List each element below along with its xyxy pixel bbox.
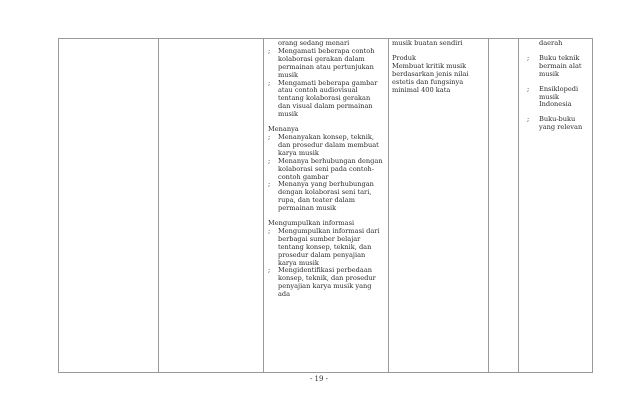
- list-item: [527, 55, 589, 79]
- bullet-marker: ;: [268, 266, 271, 275]
- bullet-marker: ;: [527, 115, 530, 124]
- list-item-text: Mengidentifikasi perbedaan konsep, teknik, dan prosedur penyajian karya musik yang ada: [278, 266, 376, 299]
- list-item-text: Buku-buku yang relevan: [539, 115, 583, 132]
- bullet-marker: ;: [268, 156, 271, 165]
- list-item: [268, 48, 384, 80]
- table-column-border: [263, 38, 264, 373]
- list-item: [268, 181, 384, 213]
- list-item-text: Buku teknik bermain alat musik: [539, 53, 582, 78]
- section-heading-collect: Mengumpulkan informasi: [268, 219, 355, 228]
- product-description: Membuat kritik musik berdasarkan jenis nilai estetis dan fungsinya minimal 400 kata: [392, 61, 469, 94]
- bullet-marker: ;: [268, 226, 271, 235]
- bullet-marker: ;: [268, 132, 271, 141]
- assessment-cell: [392, 40, 484, 94]
- list-item-text: Menanya berhubungan dengan kolaborasi seni pada contoh-contoh gambar: [278, 156, 383, 181]
- table-column-border: [388, 38, 389, 373]
- list-item-text: Mengamati beberapa contoh kolaborasi gerakan dalam permainan atau pertunjukan musik: [278, 46, 375, 79]
- bullet-marker: ;: [268, 46, 271, 55]
- table-column-border: [518, 38, 519, 373]
- list-item: [268, 134, 384, 158]
- list-item: [268, 158, 384, 182]
- page-number: - 19 -: [309, 375, 329, 383]
- table-column-border: [592, 38, 593, 373]
- learning-activities-cell: [268, 40, 384, 299]
- list-item: [268, 228, 384, 268]
- bullet-marker: ;: [527, 84, 530, 93]
- source-continuation-text: daerah: [539, 39, 563, 47]
- bullet-marker: ;: [527, 53, 530, 62]
- list-item: [268, 267, 384, 299]
- section-heading-ask: Menanya: [268, 125, 299, 134]
- list-item-text: Menanyakan konsep, teknik, dan prosedur dalam membuat karya musik: [278, 132, 379, 157]
- table-column-border: [158, 38, 159, 373]
- table-bottom-border: [58, 372, 592, 373]
- table-column-border: [58, 38, 59, 373]
- assessment-text: musik buatan sendiri: [392, 39, 463, 47]
- list-item: [268, 80, 384, 120]
- bullet-marker: ;: [268, 180, 271, 189]
- product-label: Produk: [392, 53, 417, 62]
- list-item: [527, 86, 589, 110]
- table-column-border: [488, 38, 489, 373]
- list-item-text: Ensiklopedi musik Indonesia: [539, 84, 579, 109]
- activity-continuation-text: orang sedang menari: [278, 39, 350, 47]
- list-item: [527, 116, 589, 132]
- learning-sources-cell: [527, 40, 589, 132]
- list-item-text: Mengamati beberapa gambar atau contoh audiovisual tentang kolaborasi gerakan dan visual dalam permainan musik: [278, 78, 378, 119]
- bullet-marker: ;: [268, 78, 271, 87]
- list-item-text: Mengumpulkan informasi dari berbagai sumber belajar tentang konsep, teknik, dan prosedur dalam penyajian karya musik: [278, 226, 380, 267]
- list-item-text: Menanya yang berhubungan dengan kolaborasi seni tari, rupa, dan teater dalam permainan musik: [278, 180, 374, 213]
